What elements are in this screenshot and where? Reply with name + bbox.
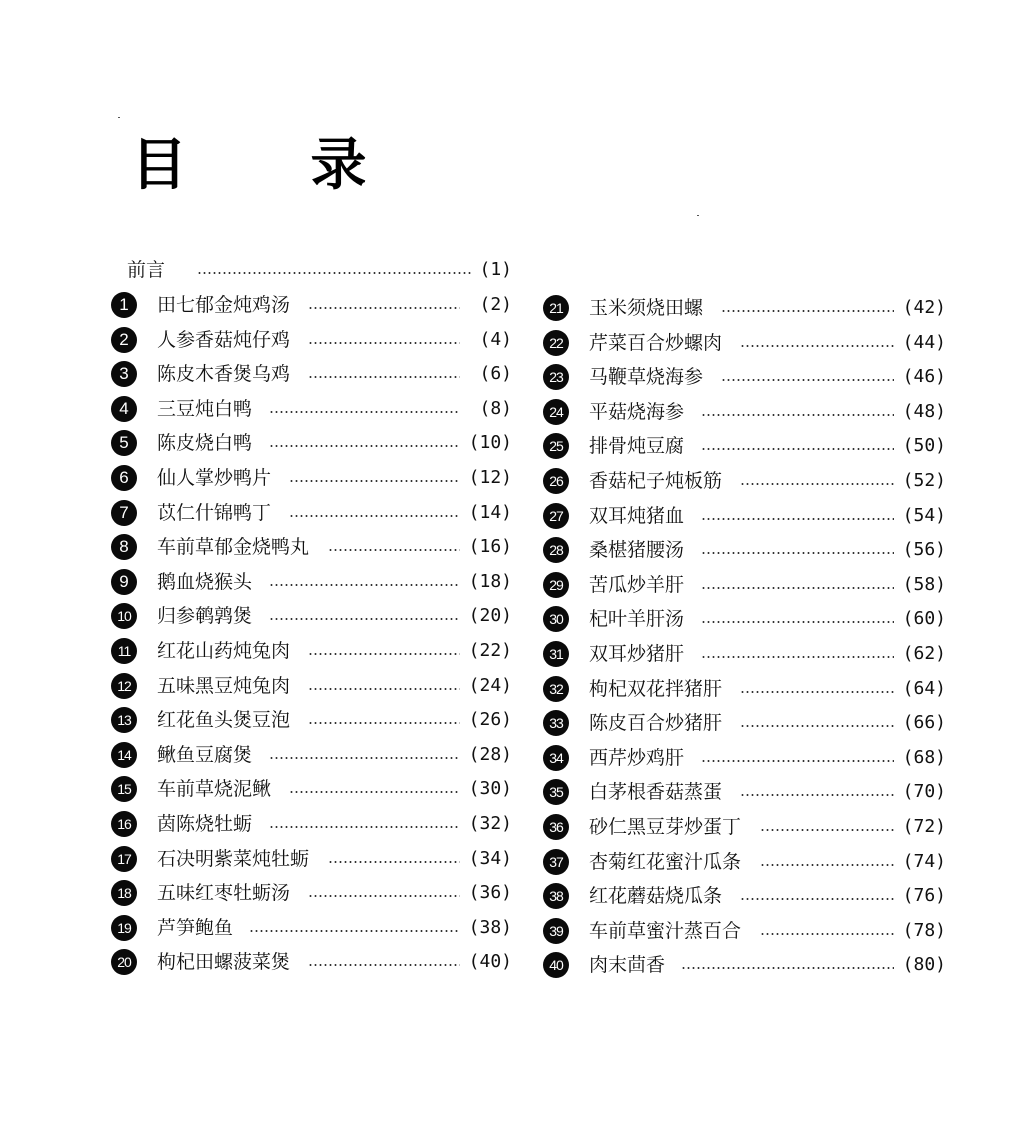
entry-title: 红花蘑菇烧瓜条 xyxy=(589,885,723,908)
entry-title: 杞叶羊肝汤 xyxy=(589,608,685,631)
entry-number-badge: 27 xyxy=(543,503,569,529)
entry-number-badge: 38 xyxy=(543,883,569,909)
entry-title: 陈皮百合炒猪肝 xyxy=(589,712,723,735)
entry-title: 肉末茴香 xyxy=(589,954,666,977)
toc-entry-row[interactable] xyxy=(0,847,1013,877)
entry-title: 芹菜百合炒螺肉 xyxy=(589,331,723,354)
page-number: (46) xyxy=(902,366,946,388)
entry-title: 田七郁金炖鸡汤 xyxy=(157,294,291,316)
entry-number-badge: 21 xyxy=(543,295,569,321)
entry-title: 杏菊红花蜜汁瓜条 xyxy=(589,850,742,873)
entry-title: 茵陈烧牡蛎 xyxy=(157,813,253,835)
page-number: (58) xyxy=(902,573,946,595)
entry-title: 苦瓜炒羊肝 xyxy=(589,573,685,596)
toc-entry-row[interactable] xyxy=(0,535,1013,565)
entry-number-badge: 11 xyxy=(111,638,137,664)
toc-entry-row[interactable] xyxy=(0,777,1013,807)
entry-number-badge: 9 xyxy=(111,569,137,595)
entry-title: 桑椹猪腰汤 xyxy=(589,539,685,562)
dot-leader xyxy=(701,760,894,762)
page-number: (38) xyxy=(468,916,512,938)
toc-entry-row[interactable] xyxy=(0,362,1013,392)
entry-number-badge: 34 xyxy=(543,745,569,771)
entry-title: 排骨炖豆腐 xyxy=(589,435,685,458)
entry-number-badge: 10 xyxy=(111,603,137,629)
entry-number-badge: 12 xyxy=(111,673,137,699)
entry-number-badge: 5 xyxy=(111,430,137,456)
entry-title: 红花鱼头煲豆泡 xyxy=(157,709,291,732)
toc-entry-row[interactable] xyxy=(0,916,1013,946)
dot-leader xyxy=(721,379,894,381)
entry-number-badge: 15 xyxy=(111,776,137,802)
entry-title: 车前草郁金烧鸭丸 xyxy=(157,536,310,559)
entry-title: 平菇烧海参 xyxy=(589,400,685,423)
scan-speck xyxy=(697,215,699,216)
page-number: (14) xyxy=(468,501,512,523)
page-number: (4) xyxy=(479,328,512,350)
entry-title: 红花山药炖兔肉 xyxy=(157,640,291,662)
page-number: (40) xyxy=(468,951,512,973)
page-number: (68) xyxy=(902,746,946,768)
page-number: (44) xyxy=(902,331,946,353)
entry-number-badge: 26 xyxy=(543,468,569,494)
dot-leader xyxy=(740,794,894,796)
entry-title: 人参香菇炖仔鸡 xyxy=(157,328,291,351)
entry-title: 鳅鱼豆腐煲 xyxy=(157,743,253,766)
entry-title: 车前草蜜汁蒸百合 xyxy=(589,919,742,942)
toc-entry-row[interactable] xyxy=(0,639,1013,669)
toc-entry-row[interactable] xyxy=(0,604,1013,634)
entry-number-badge: 2 xyxy=(111,327,137,353)
page-number: (1) xyxy=(479,259,512,280)
entry-number-badge: 20 xyxy=(111,949,137,975)
entry-title: 三豆炖白鸭 xyxy=(157,397,253,420)
entry-title: 砂仁黑豆芽炒蛋丁 xyxy=(589,816,742,838)
entry-title: 石决明紫菜炖牡蛎 xyxy=(157,847,310,870)
entry-number-badge: 39 xyxy=(543,918,569,944)
entry-title: 车前草烧泥鳅 xyxy=(157,778,272,801)
page-number: (2) xyxy=(479,294,512,315)
page-number: (36) xyxy=(468,882,512,904)
page-number: (28) xyxy=(468,743,512,765)
entry-number-badge: 37 xyxy=(543,849,569,875)
dot-leader xyxy=(701,587,894,589)
entry-number-badge: 31 xyxy=(543,641,569,667)
dot-leader xyxy=(721,310,894,312)
page-number: (20) xyxy=(468,605,512,627)
entry-title: 五味黑豆炖兔肉 xyxy=(157,674,291,697)
dot-leader xyxy=(701,552,894,554)
entry-title: 芦笋鲍鱼 xyxy=(157,916,234,939)
page-number: (12) xyxy=(468,467,512,488)
toc-entry-row[interactable] xyxy=(0,674,1013,704)
entry-number-badge: 18 xyxy=(111,880,137,906)
page-title: 目 录 xyxy=(131,133,419,198)
entry-number-badge: 30 xyxy=(543,606,569,632)
page-number: (74) xyxy=(902,850,946,872)
page-number: (80) xyxy=(902,954,946,976)
entry-title: 双耳炒猪肝 xyxy=(589,643,685,665)
entry-number-badge: 28 xyxy=(543,537,569,563)
toc-entry-row[interactable] xyxy=(0,328,1013,358)
entry-number-badge: 3 xyxy=(111,361,137,387)
dot-leader xyxy=(740,725,894,727)
entry-number-badge: 24 xyxy=(543,399,569,425)
page-number: (52) xyxy=(902,470,946,491)
toc-preface-row[interactable] xyxy=(0,255,1013,285)
page-number: (70) xyxy=(902,781,946,803)
page-number: (78) xyxy=(902,919,946,941)
dot-leader xyxy=(197,272,472,274)
entry-number-badge: 14 xyxy=(111,742,137,768)
entry-number-badge: 6 xyxy=(111,465,137,491)
entry-number-badge: 7 xyxy=(111,500,137,526)
page-number: (66) xyxy=(902,712,946,734)
entry-number-badge: 29 xyxy=(543,572,569,598)
entry-number-badge: 17 xyxy=(111,846,137,872)
page-number: (32) xyxy=(468,813,512,834)
toc-entry-row[interactable] xyxy=(0,466,1013,496)
entry-number-badge: 33 xyxy=(543,710,569,736)
page-number: (76) xyxy=(902,885,946,907)
entry-title: 枸杞双花拌猪肝 xyxy=(589,677,723,700)
entry-title: 西芹炒鸡肝 xyxy=(589,746,685,769)
entry-number-badge: 36 xyxy=(543,814,569,840)
page-number: (64) xyxy=(902,677,946,699)
entry-number-badge: 16 xyxy=(111,811,137,837)
toc-entry-row[interactable] xyxy=(0,570,1013,600)
entry-title: 白茅根香菇蒸蛋 xyxy=(589,781,723,804)
dot-leader xyxy=(760,933,894,935)
toc-entry-row[interactable] xyxy=(0,743,1013,773)
entry-number-badge: 40 xyxy=(543,952,569,978)
dot-leader xyxy=(760,829,894,831)
page-number: (22) xyxy=(468,640,512,661)
dot-leader xyxy=(740,483,894,485)
entry-title: 归参鹌鹑煲 xyxy=(157,605,253,628)
entry-title: 玉米须烧田螺 xyxy=(589,297,704,319)
page-number: (34) xyxy=(468,847,512,869)
entry-number-badge: 32 xyxy=(543,676,569,702)
entry-number-badge: 8 xyxy=(111,534,137,560)
toc-entry-row[interactable] xyxy=(0,881,1013,911)
entry-title: 双耳炖猪血 xyxy=(589,504,685,527)
page-number: (10) xyxy=(468,432,512,454)
entry-number-badge: 35 xyxy=(543,779,569,805)
page-number: (8) xyxy=(479,397,512,419)
dot-leader xyxy=(701,621,894,623)
entry-number-badge: 19 xyxy=(111,915,137,941)
toc-entry-row[interactable] xyxy=(0,708,1013,738)
dot-leader xyxy=(740,691,894,693)
dot-leader xyxy=(701,656,894,658)
entry-number-badge: 23 xyxy=(543,364,569,390)
toc-entry-row[interactable] xyxy=(0,950,1013,980)
page-number: (50) xyxy=(902,435,946,457)
page-number: (18) xyxy=(468,570,512,592)
scan-speck xyxy=(118,117,120,118)
entry-title: 陈皮烧白鸭 xyxy=(157,432,253,455)
entry-title: 马鞭草烧海参 xyxy=(589,366,704,389)
entry-title: 鹅血烧猴头 xyxy=(157,570,253,593)
entry-title: 五味红枣牡蛎汤 xyxy=(157,882,291,905)
page-number: (16) xyxy=(468,536,512,558)
entry-number-badge: 22 xyxy=(543,330,569,356)
entry-title: 陈皮木香煲乌鸡 xyxy=(157,363,291,386)
page-number: (48) xyxy=(902,400,946,422)
page-number: (60) xyxy=(902,608,946,630)
toc-entry-row[interactable] xyxy=(0,431,1013,461)
entry-number-badge: 1 xyxy=(111,292,137,318)
toc-entry-row[interactable] xyxy=(0,293,1013,323)
dot-leader xyxy=(701,414,894,416)
entry-title: 枸杞田螺菠菜煲 xyxy=(157,951,291,974)
page-number: (24) xyxy=(468,674,512,696)
page-number: (30) xyxy=(468,778,512,800)
preface-label: 前言 xyxy=(127,259,166,281)
toc-entry-row[interactable] xyxy=(0,812,1013,842)
page-number: (54) xyxy=(902,504,946,526)
entry-number-badge: 13 xyxy=(111,707,137,733)
page-number: (72) xyxy=(902,816,946,837)
page-number: (26) xyxy=(468,709,512,731)
entry-title: 香菇杞子炖板筋 xyxy=(589,470,723,492)
entry-title: 苡仁什锦鸭丁 xyxy=(157,501,272,524)
dot-leader xyxy=(701,518,894,520)
page-number: (62) xyxy=(902,643,946,664)
page-number: (56) xyxy=(902,539,946,561)
dot-leader xyxy=(760,864,894,866)
dot-leader xyxy=(740,898,894,900)
toc-entry-row[interactable] xyxy=(0,397,1013,427)
entry-number-badge: 25 xyxy=(543,433,569,459)
dot-leader xyxy=(681,967,894,969)
dot-leader xyxy=(740,345,894,347)
entry-number-badge: 4 xyxy=(111,396,137,422)
page-number: (42) xyxy=(902,297,946,318)
dot-leader xyxy=(701,448,894,450)
page-number: (6) xyxy=(479,363,512,385)
entry-title: 仙人掌炒鸭片 xyxy=(157,467,272,489)
toc-entry-row[interactable] xyxy=(0,501,1013,531)
